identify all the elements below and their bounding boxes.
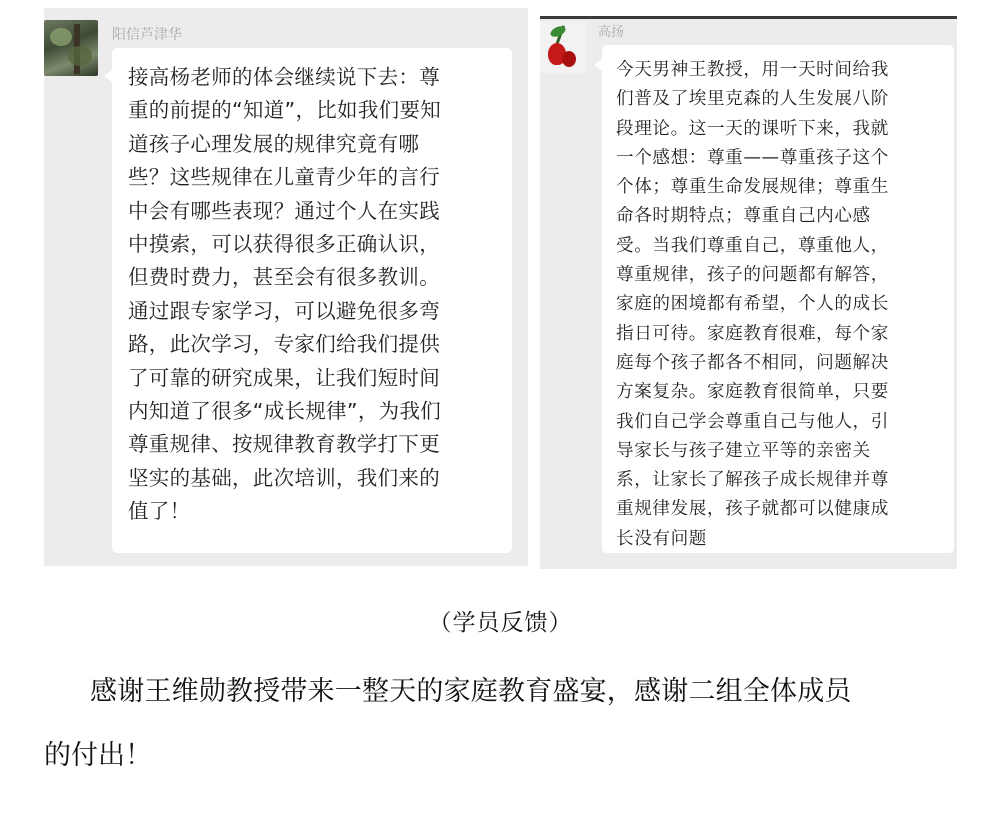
message-line: 但费时费力，甚至会有很多教训。 xyxy=(128,265,440,290)
message-line: 长没有问题 xyxy=(616,528,707,549)
message-line: 通过跟专家学习，可以避免很多弯 xyxy=(128,298,440,323)
message-line: 段理论。这一天的课听下来，我就 xyxy=(616,118,889,139)
figure-caption: （学员反馈） xyxy=(428,610,573,636)
message-line: 指日可待。家庭教育很难，每个家 xyxy=(616,323,889,344)
message-line: 重规律发展，孩子就都可以健康成 xyxy=(616,499,889,520)
message-line: 庭每个孩子都各不相同，问题解决 xyxy=(616,352,889,373)
sender-avatar-right[interactable] xyxy=(540,21,586,73)
sender-avatar-left[interactable] xyxy=(44,20,98,76)
right-chat-screenshot xyxy=(540,16,957,569)
message-line: 值了！ xyxy=(128,499,191,524)
message-bubble-left[interactable] xyxy=(112,48,512,553)
body-paragraph-line: 的付出！ xyxy=(44,740,152,771)
message-line: 导家长与孩子建立平等的亲密关 xyxy=(616,440,871,461)
message-line: 坚实的基础，此次培训，我们来的 xyxy=(128,465,440,490)
message-bubble-right[interactable] xyxy=(602,45,954,553)
message-line: 接高杨老师的体会继续说下去：尊 xyxy=(128,65,440,89)
message-line: 了可靠的研究成果，让我们短时间 xyxy=(128,365,440,390)
message-line: 路，此次学习，专家们给我们提供 xyxy=(128,332,440,357)
message-line: 内知道了很多“成长规律”，为我们 xyxy=(128,399,442,424)
message-line: 中摸索，可以获得很多正确认识， xyxy=(128,232,440,257)
sender-name-left: 阳信芦津华 xyxy=(112,27,182,43)
message-line: 们普及了埃里克森的人生发展八阶 xyxy=(616,89,889,110)
message-line: 命各时期特点；尊重自己内心感 xyxy=(616,206,871,227)
message-line: 重的前提的“知道”，比如我们要知 xyxy=(128,98,442,123)
message-line: 系，让家长了解孩子成长规律并尊 xyxy=(616,470,889,491)
message-line: 方案复杂。家庭教育很简单，只要 xyxy=(616,382,889,403)
left-chat-screenshot xyxy=(44,8,528,566)
message-line: 今天男神王教授，用一天时间给我 xyxy=(616,60,889,80)
message-line: 些？这些规律在儿童青少年的言行 xyxy=(128,165,440,190)
message-line: 家庭的困境都有希望，个人的成长 xyxy=(616,294,889,315)
message-line: 道孩子心理发展的规律究竟有哪 xyxy=(128,131,420,156)
message-line: 尊重规律、按规律教育教学打下更 xyxy=(128,432,440,457)
bubble-tail xyxy=(104,70,112,82)
sender-name-right: 高扬 xyxy=(598,25,625,40)
message-line: 一个感想：尊重——尊重孩子这个 xyxy=(616,147,889,168)
message-line: 我们自己学会尊重自己与他人，引 xyxy=(616,411,889,432)
bubble-tail xyxy=(594,59,602,71)
message-line: 个体；尊重生命发展规律；尊重生 xyxy=(616,177,889,198)
body-paragraph-line: 感谢王维勋教授带来一整天的家庭教育盛宴，感谢二组全体成员 xyxy=(90,676,852,707)
message-line: 中会有哪些表现？通过个人在实践 xyxy=(128,198,440,223)
message-line: 受。当我们尊重自己，尊重他人， xyxy=(616,235,889,256)
message-line: 尊重规律，孩子的问题都有解答， xyxy=(616,265,889,286)
